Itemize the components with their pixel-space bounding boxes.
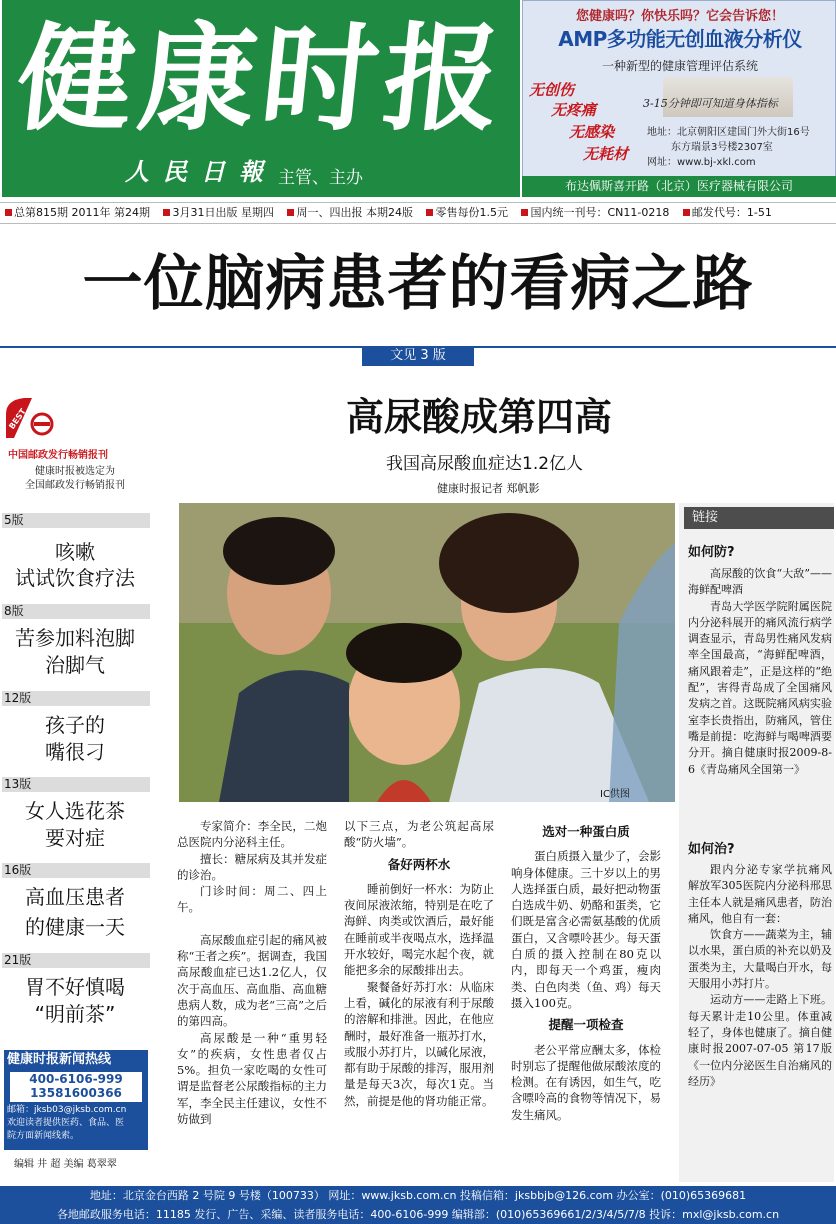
issue-postal-code: 邮发代号：1-51 (678, 203, 772, 223)
expert-hours: 门诊时间：周二、四上午。 (177, 884, 327, 915)
section-teaser[interactable]: 咳嗽 (55, 540, 95, 564)
article-subhead: 提醒一项检查 (548, 1017, 624, 1033)
section-page-label: 5版 (2, 513, 150, 528)
issue-schedule: 周一、四出报 本期24版 (282, 203, 413, 223)
link-question: 如何治? (688, 842, 735, 857)
expert-specialty: 擅长：糖尿病及其并发症的诊治。 (177, 851, 327, 882)
article-column-3 (511, 818, 661, 1123)
see-page-label[interactable]: 文见 3 版 (362, 346, 474, 366)
hotline-note: 欢迎读者提供医药、食品、医 (7, 1118, 125, 1128)
article-paragraph: 以下三点，为老公筑起高尿酸“防火墙”。 (344, 819, 494, 850)
section-page-label: 8版 (2, 604, 150, 619)
article-paragraph: 睡前倒好一杯水：为防止夜间尿液浓缩，特别是在吃了海鲜、肉类或饮酒后，最好能在睡前或半夜喝点水，选择温开水较好，喝完水起个夜，就能把多余的尿酸排出去。 (344, 881, 494, 978)
section-page-label: 12版 (2, 691, 150, 706)
issue-info-bar (0, 202, 836, 224)
article-subhead: 备好两杯水 (387, 856, 451, 872)
hotline-email (7, 1104, 126, 1143)
news-hotline-box (4, 1050, 148, 1150)
article-paragraph: 聚餐备好苏打水：从临床上看，碱化的尿液有利于尿酸的溶解和排泄。因此，在他应酬时，最好准备一瓶苏打水，或服小苏打片，以碱化尿液，都有助于尿酸的排泻，服用剂量是每天3次，每次1克。当然，前提是他的肾功能正常。 (344, 979, 494, 1108)
footer-service-line: 各地邮政服务电话：11185 发行、广告、采编、读者服务电话：400-6106-999 编辑部：(010)65369661/2/3/4/5/7/8 投诉：mxl@jksb.com.cn (56, 1208, 780, 1221)
article-paragraph: 蛋白质摄入量少了，会影响身体健康。三十岁以上的男人选择蛋白质，最好把动物蛋白选成牛奶、奶酪和蛋类，它们既是富含必需氨基酸的优质蛋白，又含嘌呤甚少。每天蛋白质的摄入控制在80克以内，即每天一个鸡蛋，瘦肉类、白色肉类（鱼、鸡）每天摄入100克。 (511, 849, 661, 1010)
link-header: 链接 (684, 507, 834, 529)
section-teaser[interactable]: 孩子的 (45, 713, 105, 737)
footer (0, 1186, 836, 1224)
section-page-label: 13版 (2, 777, 150, 792)
award-note: 全国邮政发行畅销报刊 (25, 480, 125, 491)
section-teaser[interactable]: 胃不好慎喝 (25, 975, 125, 999)
family-photo-illustration (179, 503, 675, 802)
article-subhead: 选对一种蛋白质 (542, 824, 630, 839)
article-title[interactable]: 高尿酸成第四高 (346, 394, 613, 439)
ad-product-name: AMP多功能无创血液分析仪 (558, 27, 802, 51)
section-teaser[interactable]: 治脚气 (45, 653, 105, 677)
article-paragraph: 老公平常应酬太多，体检时别忘了提醒他做尿酸浓度的检测。在有诱因，如生气，吃含嘌呤高的食物等情况下，易发生痛风。 (511, 1042, 661, 1122)
hotline-phone[interactable]: 13581600366 (30, 1086, 122, 1100)
section-teaser[interactable]: 苦参加料泡脚 (15, 626, 135, 650)
section-teaser[interactable]: 的健康一天 (25, 915, 125, 939)
main-headline[interactable]: 一位脑病患者的看病之路 (82, 249, 754, 319)
award-label: 中国邮政发行畅销报刊 (8, 450, 108, 461)
section-teaser[interactable]: 高血压患者 (25, 885, 125, 909)
ad-company: 布达佩斯喜开路（北京）医疗器械有限公司 (522, 176, 836, 197)
ad-slogan: 无感染 (569, 123, 615, 141)
ad-slogan: 无疼痛 (551, 101, 597, 119)
svg-text:BEST: BEST (7, 407, 28, 431)
section-teaser[interactable]: 要对症 (45, 826, 105, 850)
masthead-title: 健康时报 (10, 11, 514, 147)
section-teaser[interactable]: “明前茶” (34, 1002, 116, 1026)
section-page-label: 21版 (2, 953, 150, 968)
sponsor-text: 主管、主办 (278, 168, 363, 188)
link-paragraph: 高尿酸的饮食“大敌”——海鲜配啤酒 (688, 567, 832, 597)
issue-price: 零售每份1.5元 (421, 203, 508, 223)
link-answer-1 (688, 566, 832, 778)
article-byline: 健康时报记者 郑帆影 (437, 482, 540, 495)
issue-cn-number: 国内统一刊号：CN11-0218 (516, 203, 669, 223)
footer-contact-line: 地址：北京金台西路 2 号院 9 号楼（100733） 网址：www.jksb.com.cn 投稿信箱：jksbbjb@126.com 办公室：(010)65369681 (89, 1189, 747, 1202)
ad-website[interactable]: 网址：www.bj-xkl.com (647, 157, 756, 168)
section-teaser[interactable]: 嘴很刁 (45, 740, 105, 764)
link-paragraph: 饮食方——蔬菜为主，辅以水果，蛋白质的补充以奶及蛋类为主，大量喝白开水，每天服用小苏打片。 (688, 928, 832, 991)
issue-date: 3月31日出版 星期四 (158, 203, 274, 223)
article-column-2 (344, 818, 494, 1109)
photo-credit: IC供图 (600, 789, 630, 800)
family-photo (179, 503, 675, 802)
article-column-1 (177, 818, 327, 1127)
link-question: 如何防? (688, 545, 735, 560)
article-paragraph: 高尿酸血症引起的痛风被称“王者之疾”。据调查，我国高尿酸血症已达1.2亿人，仅次于高血压、高血脂、高血糖患病人数，成为老“三高”之后的第四高。 (177, 932, 327, 1029)
hotline-email-address[interactable]: 邮箱：jksb03@jksb.com.cn (7, 1105, 127, 1115)
ad-slogan: 无耗材 (583, 145, 629, 163)
ad-slogan: 无创伤 (529, 81, 575, 99)
link-paragraph: 青岛大学医学院附属医院内分泌科展开的痛风流行病学调查显示，青岛男性痛风发病率全国最高，“海鲜配啤酒，痛风跟着走”，正是这样的“绝配”，害得青岛成了全国痛风发病之首。这既院痛风病实验室李长贵指出，防痛风，管住嘴是前提：吃海鲜与喝啤酒要分开。摘自健康时报2009-8-6《青岛痛风全国第一》 (688, 599, 832, 776)
ad-address: 地址：北京朝阳区建国门外大街16号 (647, 127, 810, 138)
award-note: 健康时报被选定为 (35, 466, 115, 477)
link-paragraph: 运动方——走路上下班。每天累计走10公里。体重减轻了，身体也健康了。摘自健康时报2007-07-05 第17版《一位内分泌医生自治痛风的经历》 (688, 993, 832, 1088)
spacer (177, 916, 327, 932)
top-right-ad[interactable] (522, 0, 836, 197)
expert-intro: 专家简介：李全民，二炮总医院内分泌科主任。 (177, 819, 327, 850)
hotline-numbers (10, 1072, 142, 1102)
section-teaser[interactable]: 试试饮食疗法 (15, 566, 135, 590)
best-selling-badge-icon (2, 394, 58, 442)
sponsor-logo: 人民日報 (125, 157, 277, 186)
ad-time-note: 3-15分钟即可知道身体指标 (643, 97, 778, 110)
section-page-label: 16版 (2, 863, 150, 878)
ad-address-line2: 东方瑞景3号楼2307室 (671, 142, 773, 153)
hotline-title: 健康时报新闻热线 (7, 1052, 112, 1067)
ad-description: 一种新型的健康管理评估系统 (601, 59, 758, 73)
hotline-phone[interactable]: 400-6106-999 (29, 1072, 123, 1086)
article-subtitle: 我国高尿酸血症达1.2亿人 (386, 454, 584, 474)
link-answer-2 (688, 862, 832, 1090)
article-paragraph: 高尿酸是一种“重男轻女”的疾病，女性患者仅占5%。担负一家吃喝的女性可谓是监督老公尿酸指标的主力军，李全民主任建议，女性不妨做到 (177, 1030, 327, 1127)
ad-tagline: 您健康吗？你快乐吗？它会告诉您！ (575, 9, 784, 24)
editor-credits: 编辑 井 超 美编 葛翠翠 (14, 1159, 117, 1170)
hotline-note: 院方面新闻线索。 (7, 1131, 80, 1141)
link-paragraph: 跟内分泌专家学抗痛风 解放军305医院内分泌科邢思主任本人就是痛风患者，防治痛风，他自有一套： (688, 863, 832, 925)
issue-number: 总第815期 2011年 第24期 (0, 203, 150, 223)
section-teaser[interactable]: 女人选花茶 (25, 799, 125, 823)
